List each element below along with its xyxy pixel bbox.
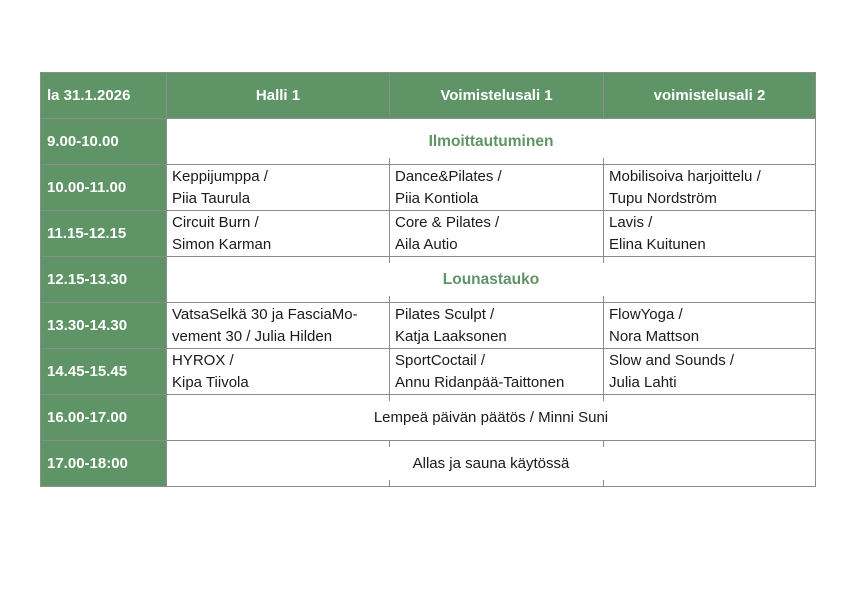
class-cell xyxy=(167,165,390,211)
class-name: Keppijumppa / xyxy=(172,167,268,185)
time-slot: 11.15-12.15 xyxy=(41,211,167,257)
span-text: Allas ja sauna käytössä xyxy=(412,455,570,472)
table-row xyxy=(41,119,816,165)
span-cell xyxy=(167,257,816,303)
table-row xyxy=(41,349,816,395)
header-voimistelusali-1: Voimistelusali 1 xyxy=(390,73,604,119)
class-name: Lavis / xyxy=(609,213,653,231)
header-row xyxy=(41,73,816,119)
class-cell xyxy=(604,303,816,349)
instructor-name: Tupu Nordström xyxy=(609,189,717,207)
instructor-name: Kipa Tiivola xyxy=(172,373,249,391)
time-slot: 14.45-15.45 xyxy=(41,349,167,395)
instructor-name: Nora Mattson xyxy=(609,327,700,345)
class-name: Slow and Sounds / xyxy=(609,351,735,369)
span-text: Lempeä päivän päätös / Minni Suni xyxy=(373,409,609,426)
time-slot: 13.30-14.30 xyxy=(41,303,167,349)
time-slot: 10.00-11.00 xyxy=(41,165,167,211)
instructor-name: vement 30 / Julia Hilden xyxy=(172,327,333,345)
instructor-name: Aila Autio xyxy=(395,235,458,253)
class-name: VatsaSelkä 30 ja FasciaMo- xyxy=(172,305,358,323)
class-name: Pilates Sculpt / xyxy=(395,305,495,323)
span-cell xyxy=(167,395,816,441)
time-slot: 16.00-17.00 xyxy=(41,395,167,441)
class-cell xyxy=(167,211,390,257)
table-row xyxy=(41,441,816,487)
time-slot: 17.00-18:00 xyxy=(41,441,167,487)
time-slot: 12.15-13.30 xyxy=(41,257,167,303)
header-halli-1: Halli 1 xyxy=(167,73,390,119)
class-cell xyxy=(390,211,604,257)
class-name: HYROX / xyxy=(172,351,234,369)
class-name: SportCoctail / xyxy=(395,351,486,369)
class-cell xyxy=(167,303,390,349)
class-cell xyxy=(604,349,816,395)
span-text: Lounastauko xyxy=(442,270,540,288)
schedule-table xyxy=(40,72,816,487)
class-name: FlowYoga / xyxy=(609,305,683,323)
class-cell xyxy=(390,349,604,395)
instructor-name: Julia Lahti xyxy=(609,373,677,391)
class-cell xyxy=(604,165,816,211)
header-date: la 31.1.2026 xyxy=(41,73,167,119)
instructor-name: Simon Karman xyxy=(172,235,272,253)
span-cell xyxy=(167,441,816,487)
class-name: Dance&Pilates / xyxy=(395,167,502,185)
table-row xyxy=(41,303,816,349)
header-voimistelusali-2: voimistelusali 2 xyxy=(604,73,816,119)
table-row xyxy=(41,165,816,211)
class-name: Mobilisoiva harjoittelu / xyxy=(609,167,761,185)
span-cell xyxy=(167,119,816,165)
table-row xyxy=(41,211,816,257)
class-cell xyxy=(167,349,390,395)
instructor-name: Piia Taurula xyxy=(172,189,251,207)
class-cell xyxy=(604,211,816,257)
time-slot: 9.00-10.00 xyxy=(41,119,167,165)
class-cell xyxy=(390,303,604,349)
instructor-name: Elina Kuitunen xyxy=(609,235,706,253)
instructor-name: Katja Laaksonen xyxy=(395,327,507,345)
class-cell xyxy=(390,165,604,211)
instructor-name: Annu Ridanpää-Taittonen xyxy=(395,373,565,391)
instructor-name: Piia Kontiola xyxy=(395,189,479,207)
table-row xyxy=(41,395,816,441)
table-row xyxy=(41,257,816,303)
class-name: Core & Pilates / xyxy=(395,213,500,231)
class-name: Circuit Burn / xyxy=(172,213,259,231)
span-text: Ilmoittautuminen xyxy=(428,132,554,150)
